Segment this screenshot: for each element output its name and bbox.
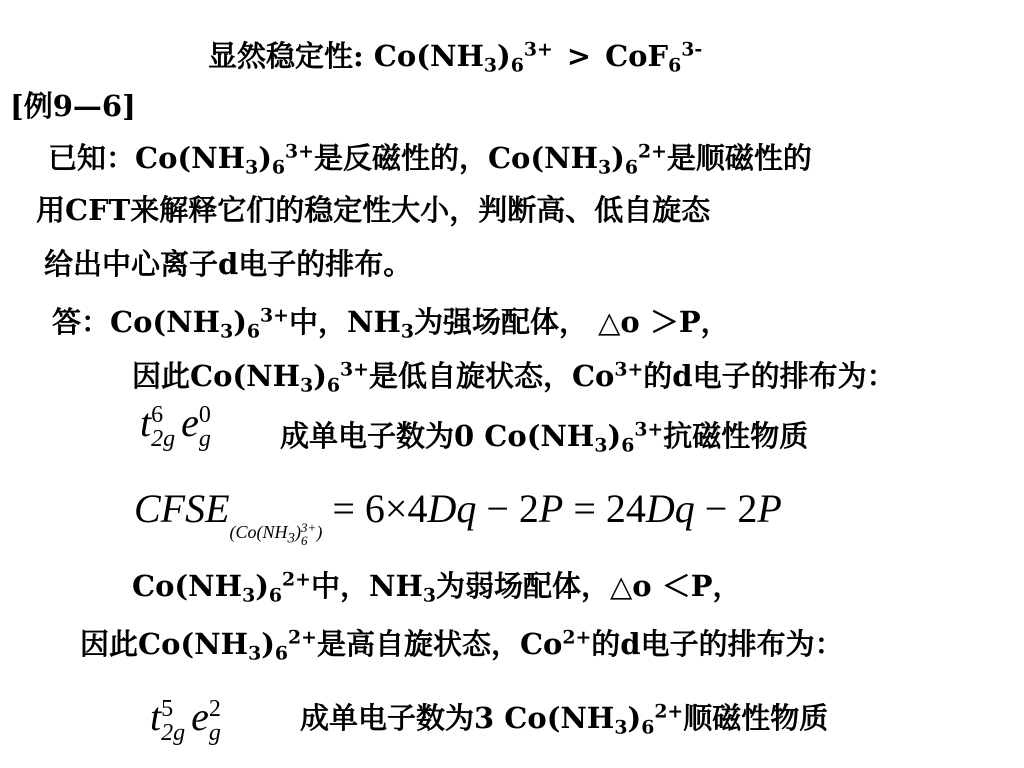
answer-high-spin: 因此$Co(NH_3)_6^{2+}$是高自旋状态，$Co^{2+}$的d电子的排布为：: [80, 626, 844, 665]
task-line-2: 给出中心离子d电子的排布。: [44, 247, 413, 281]
given-statement: 已知：$Co(NH_3)_6^{3+}$是反磁性的，$Co(NH_3)_6^{2+}$是顺磁性的: [48, 140, 812, 179]
config2-description: 成单电子数为3 $Co(NH_3)_6^{2+}$顺磁性物质: [300, 700, 829, 739]
answer-weak-field: $Co(NH_3)_6^{2+}$中，$NH_3$为弱场配体，△o ＜P，: [132, 568, 742, 607]
answer-low-spin: 因此$Co(NH_3)_6^{3+}$是低自旋状态，$Co^{3+}$的d电子的排布为：: [132, 358, 896, 397]
answer-strong-field: 答：$Co(NH_3)_6^{3+}$中，$NH_3$为强场配体， △o ＞P，: [52, 304, 730, 343]
config1-description: 成单电子数为0 $Co(NH_3)_6^{3+}$抗磁性物质: [280, 418, 809, 457]
electron-config-high-spin: t 5 2g e 2 g: [150, 694, 221, 746]
electron-config-low-spin: t 6 2g e 0 g: [140, 400, 211, 452]
cfse-formula: $CFSE_{(Co(NH_3) 3+ 6 )}= 6\times 4Dq - 2P = 24Dq - 2P$: [134, 486, 782, 548]
stability-statement: 显然稳定性: $Co(NH_3)_6^{3+} > CoF_6^{3-}$: [208, 38, 703, 77]
task-line-1: 用CFT来解释它们的稳定性大小，判断高、低自旋态: [36, 193, 711, 227]
example-label: [例9—6]: [10, 89, 136, 123]
